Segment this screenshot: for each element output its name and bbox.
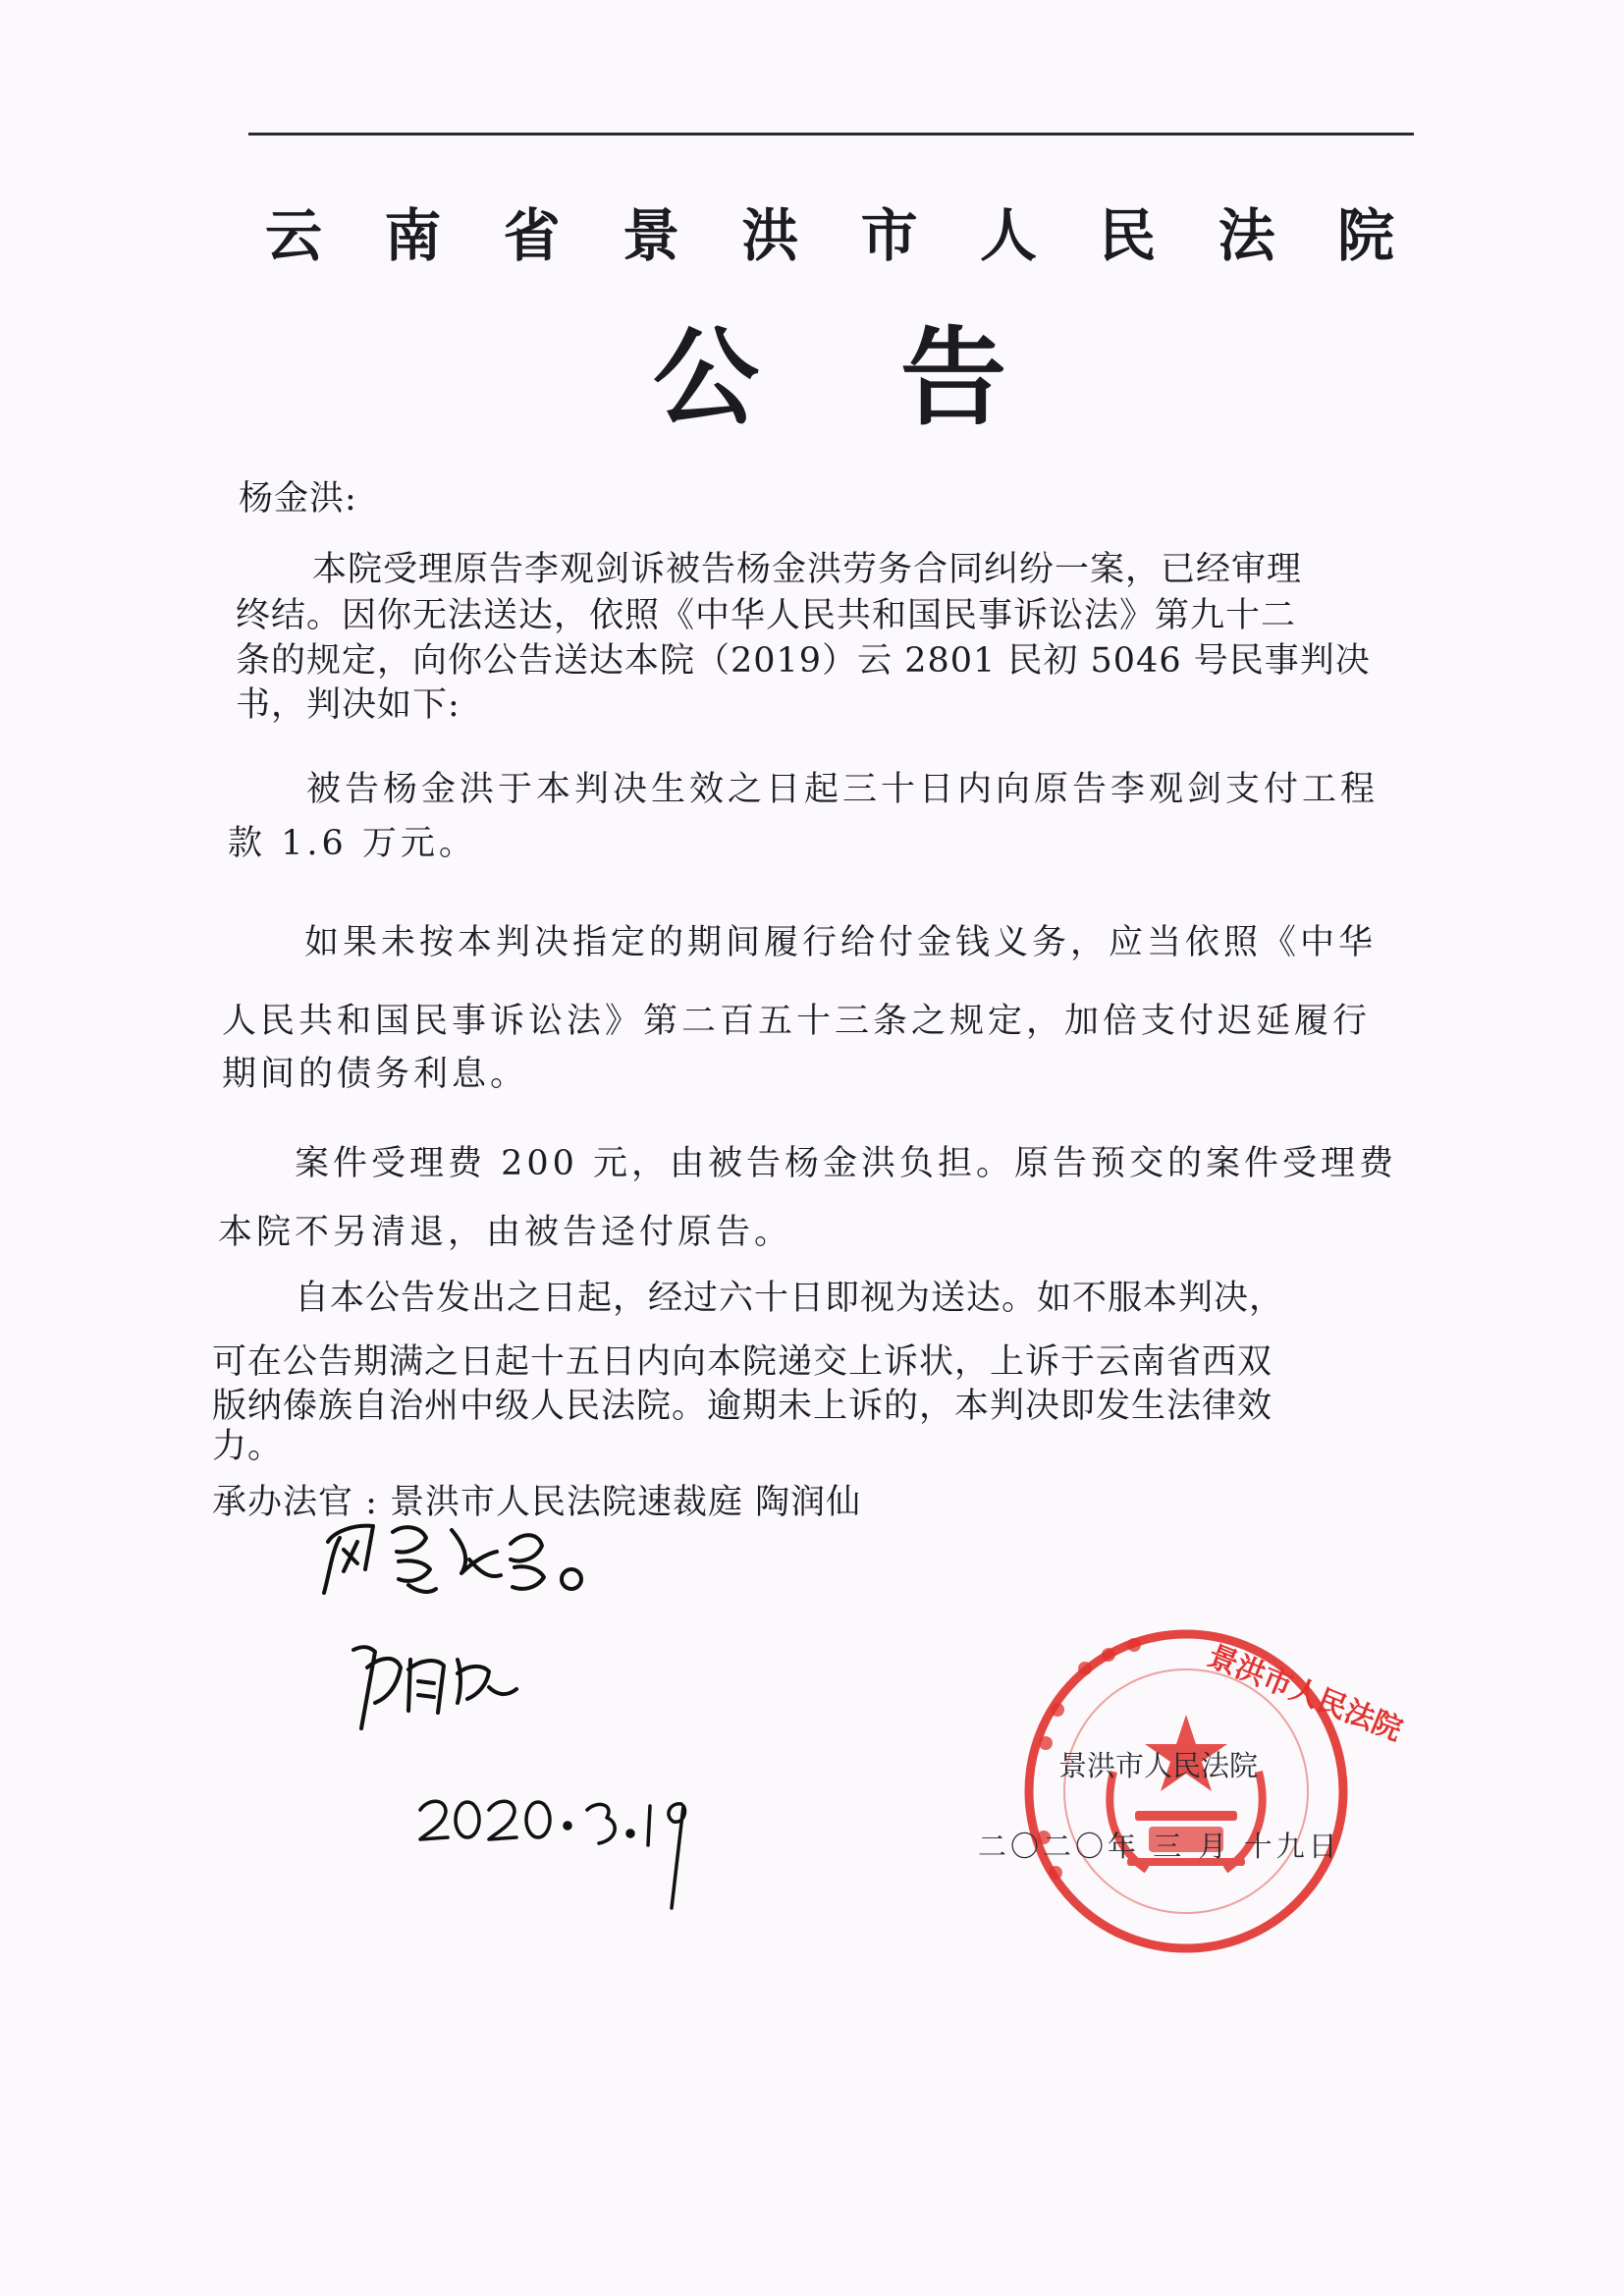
court-title-char: 省 [503, 202, 561, 269]
court-title-char: 洪 [741, 202, 799, 269]
court-title-char: 景 [622, 202, 679, 269]
judgment-line: 款 1.6 万元。 [228, 824, 477, 863]
judgment-line: 被告杨金洪于本判决生效之日起三十日内向原告李观剑支付工程 [306, 770, 1380, 809]
body-line: 本院受理原告李观剑诉被告杨金洪劳务合同纠纷一案，已经审理 [312, 550, 1303, 589]
body-line: 力。 [212, 1427, 284, 1466]
issuing-court: 景洪市人民法院 [1058, 1749, 1259, 1782]
handwritten-date [412, 1782, 707, 1910]
court-title-char: 民 [1099, 202, 1157, 269]
body-line: 本院不另清退，由被告迳付原告。 [218, 1213, 793, 1252]
court-seal-stamp [1019, 1624, 1407, 1958]
notice-title [653, 317, 1006, 440]
body-line: 期间的债务利息。 [222, 1055, 529, 1094]
seal-text: 景洪市人民法院 [1203, 1638, 1407, 1749]
body-line: 书，判决如下: [236, 685, 460, 725]
court-title-char: 法 [1218, 202, 1275, 269]
body-line: 版纳傣族自治州中级人民法院。逾期未上诉的，本判决即发生法律效 [212, 1387, 1273, 1426]
body-line: 终结。因你无法送达，依照《中华人民共和国民事诉讼法》第九十二 [236, 596, 1297, 635]
top-rule [248, 133, 1414, 136]
court-title-char: 人 [979, 202, 1037, 269]
judge-line: 承办法官 : 景洪市人民法院速裁庭 陶润仙 [212, 1483, 862, 1522]
court-title-char: 市 [860, 202, 918, 269]
handwritten-signature [314, 1503, 648, 1758]
court-title-char: 南 [384, 202, 442, 269]
addressee: 杨金洪: [239, 479, 357, 519]
body-line: 自本公告发出之日起，经过六十日即视为送达。如不服本判决， [295, 1279, 1285, 1318]
issue-date: 二〇二〇年 三 月 十九日 [978, 1830, 1341, 1863]
body-line: 案件受理费 200 元，由被告杨金洪负担。原告预交的案件受理费 [295, 1144, 1398, 1183]
body-line: 可在公告期满之日起十五日内向本院递交上诉状，上诉于云南省西双 [212, 1342, 1273, 1382]
body-line: 条的规定，向你公告送达本院（2019）云 2801 民初 5046 号民事判决 [236, 641, 1371, 681]
court-title-char: 院 [1336, 202, 1394, 269]
court-title [265, 201, 1394, 270]
notice-title-char: 告 [899, 317, 1006, 440]
body-line: 人民共和国民事诉讼法》第二百五十三条之规定，加倍支付迟延履行 [222, 1002, 1372, 1041]
notice-title-char: 公 [653, 317, 760, 440]
body-line: 如果未按本判决指定的期间履行给付金钱义务，应当依照《中华 [304, 923, 1378, 962]
court-title-char: 云 [265, 202, 323, 269]
